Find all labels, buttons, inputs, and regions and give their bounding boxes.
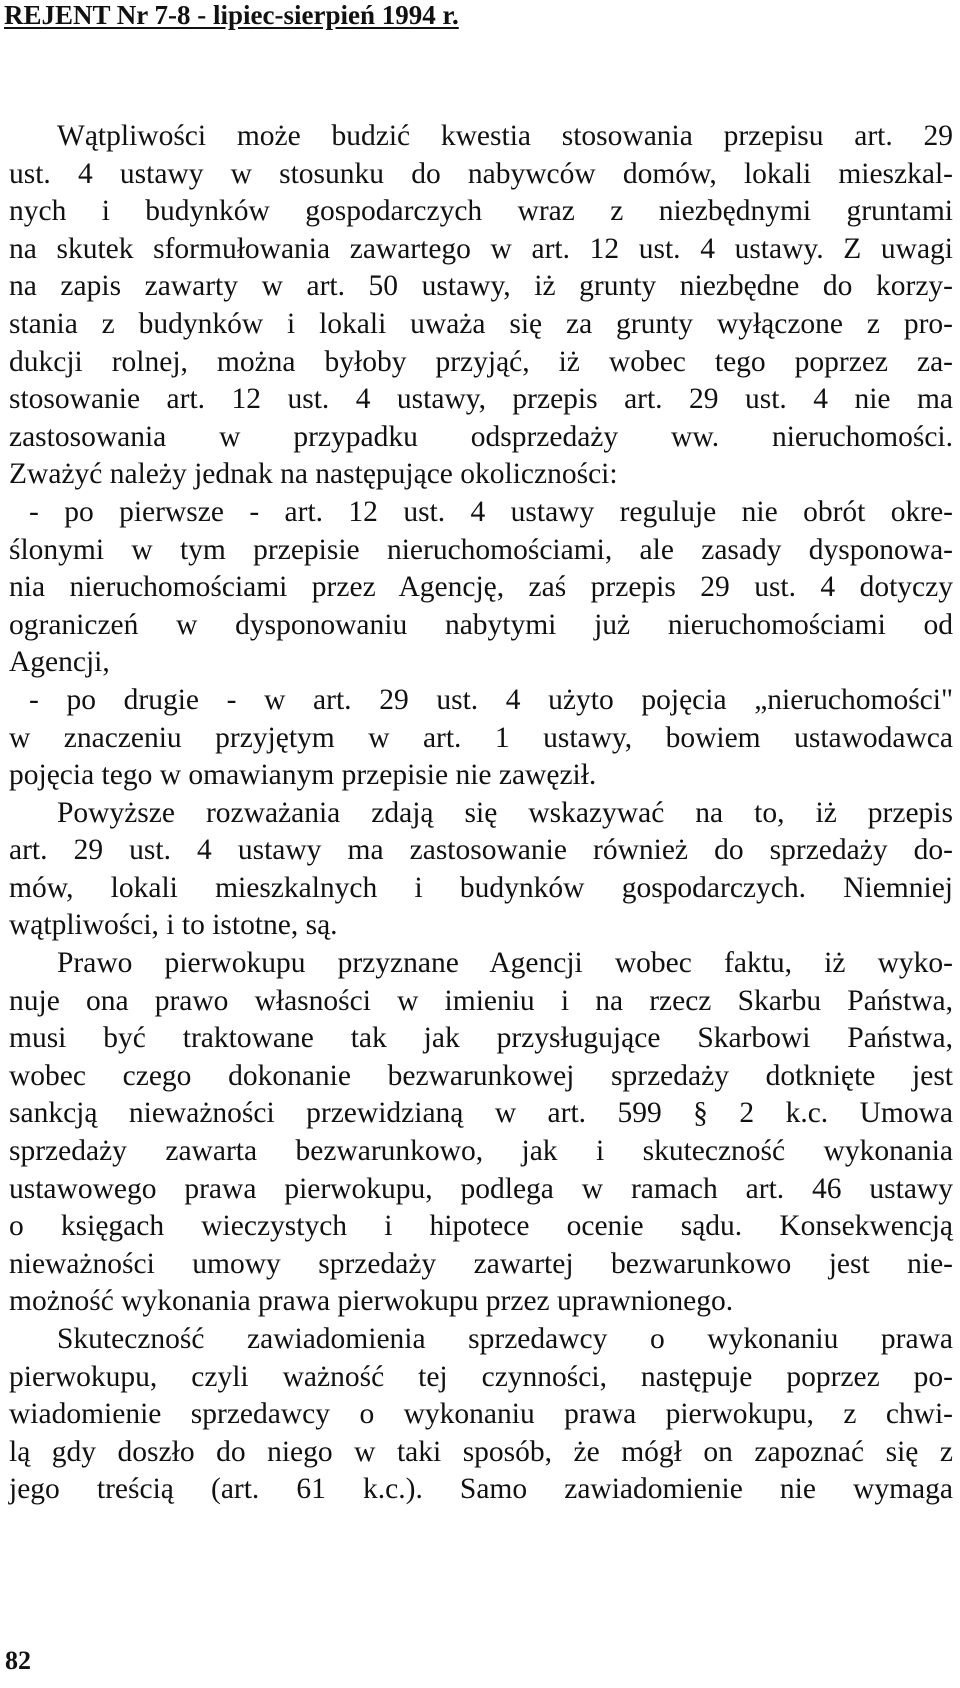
text-line: musi być traktowane tak jak przysługujące Skarbowi Państwa, — [9, 1022, 953, 1055]
text-line: nuje ona prawo własności w imieniu i na rzecz Skarbu Państwa, — [9, 984, 953, 1017]
text-line: możność wykonania prawa pierwokupu przez uprawnionego. — [9, 1285, 734, 1318]
text-line: pojęcia tego w omawianym przepisie nie zawęził. — [9, 759, 597, 792]
text-line: dukcji rolnej, można byłoby przyjąć, iż wobec tego poprzez za- — [9, 345, 953, 378]
text-line: na zapis zawarty w art. 50 ustawy, iż grunty niezbędne do korzy- — [9, 270, 953, 303]
text-line: art. 29 ust. 4 ustawy ma zastosowanie również do sprzedaży do- — [9, 834, 953, 867]
text-line: mów, lokali mieszkalnych i budynków gospodarczych. Niemniej — [9, 871, 953, 904]
text-line: wątpliwości, i to istotne, są. — [9, 909, 338, 942]
text-line: stania z budynków i lokali uważa się za grunty wyłączone z pro- — [9, 307, 953, 340]
text-line: nieważności umowy sprzedaży zawartej bezwarunkowo jest nie- — [9, 1247, 953, 1280]
text-line: Agencji, — [9, 646, 110, 679]
text-line: stosowanie art. 12 ust. 4 ustawy, przepis art. 29 ust. 4 nie ma — [9, 383, 953, 416]
text-line: Prawo pierwokupu przyznane Agencji wobec faktu, iż wyko- — [57, 947, 953, 980]
text-line: jego treścią (art. 61 k.c.). Samo zawiadomienie nie wymaga — [9, 1473, 953, 1506]
text-line: - po drugie - w art. 29 ust. 4 użyto pojęcia „nieruchomości" — [29, 683, 953, 716]
text-line: ustawowego prawa pierwokupu, podlega w ramach art. 46 ustawy — [9, 1172, 953, 1205]
text-line: nia nieruchomościami przez Agencję, zaś przepis 29 ust. 4 dotyczy — [9, 571, 953, 604]
article-body — [9, 118, 953, 1509]
text-line: nych i budynków gospodarczych wraz z niezbędnymi gruntami — [9, 195, 953, 228]
text-line: lą gdy doszło do niego w taki sposób, że mógł on zapoznać się z — [9, 1435, 953, 1468]
text-line: Wątpliwości może budzić kwestia stosowania przepisu art. 29 — [57, 120, 953, 152]
text-line: sankcją nieważności przewidzianą w art. 599 § 2 k.c. Umowa — [9, 1097, 953, 1130]
text-line: wiadomienie sprzedawcy o wykonaniu prawa pierwokupu, z chwi- — [9, 1398, 953, 1431]
page-number: 82 — [5, 1646, 31, 1675]
text-line: ślonymi w tym przepisie nieruchomościami, ale zasady dysponowa- — [9, 533, 953, 566]
text-line: ograniczeń w dysponowaniu nabytymi już nieruchomościami od — [9, 608, 953, 641]
text-line: zastosowania w przypadku odsprzedaży ww. nieruchomości. — [9, 420, 953, 453]
text-line: Skuteczność zawiadomienia sprzedawcy o wykonaniu prawa — [57, 1323, 953, 1355]
running-header: REJENT Nr 7-8 - lipiec-sierpień 1994 r. — [4, 0, 459, 30]
text-line: Zważyć należy jednak na następujące okoliczności: — [9, 458, 618, 491]
text-line: na skutek sformułowania zawartego w art. 12 ust. 4 ustawy. Z uwagi — [9, 232, 953, 265]
text-line: w znaczeniu przyjętym w art. 1 ustawy, bowiem ustawodawca — [9, 721, 953, 754]
text-line: sprzedaży zawarta bezwarunkowo, jak i skuteczność wykonania — [9, 1135, 953, 1168]
text-line: o księgach wieczystych i hipotece ocenie sądu. Konsekwencją — [9, 1210, 953, 1243]
text-line: - po pierwsze - art. 12 ust. 4 ustawy reguluje nie obrót okre- — [29, 495, 953, 528]
text-line: Powyższe rozważania zdają się wskazywać na to, iż przepis — [57, 796, 953, 829]
text-line: wobec czego dokonanie bezwarunkowej sprzedaży dotknięte jest — [9, 1059, 953, 1092]
text-line: pierwokupu, czyli ważność tej czynności, następuje poprzez po- — [9, 1360, 953, 1393]
text-line: ust. 4 ustawy w stosunku do nabywców domów, lokali mieszkal- — [9, 157, 953, 190]
